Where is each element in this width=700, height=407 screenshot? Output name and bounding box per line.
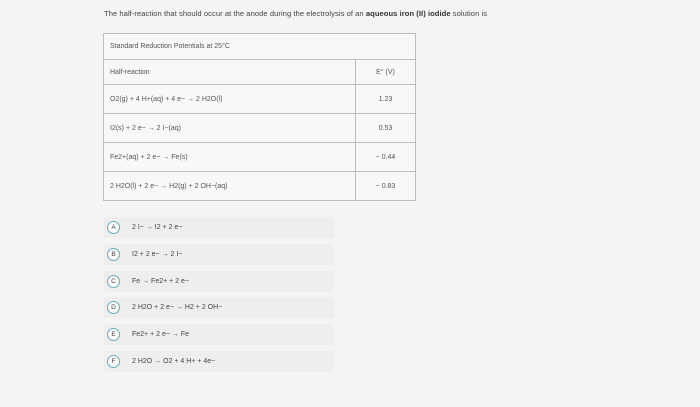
- choice-a-radio[interactable]: A: [107, 221, 120, 234]
- reduction-potentials-table: [103, 33, 416, 201]
- choice-d-radio[interactable]: D: [107, 301, 120, 314]
- choice-c[interactable]: [104, 271, 334, 292]
- choice-b[interactable]: [104, 244, 334, 265]
- question-bold-term: aqueous iron (II) iodide: [365, 9, 451, 18]
- half-reaction-cell: 2 H2O(l) + 2 e− → H2(g) + 2 OH−(aq): [104, 172, 356, 201]
- choice-b-radio[interactable]: B: [107, 248, 120, 261]
- header-half-reaction: Half-reaction: [104, 60, 356, 85]
- question-prefix: The half-reaction that should occur at the anode during the electrolysis of an: [104, 9, 366, 18]
- choice-c-radio[interactable]: C: [107, 275, 120, 288]
- choice-c-text: Fe → Fe2+ + 2 e−: [132, 277, 190, 285]
- answer-choices: [104, 217, 334, 378]
- question-text: [104, 9, 487, 18]
- table-header-row: [104, 60, 416, 85]
- choice-e-text: Fe2+ + 2 e− → Fe: [132, 331, 190, 339]
- potential-cell: 1.23: [356, 85, 416, 114]
- choice-e[interactable]: [104, 324, 334, 345]
- half-reaction-cell: O2(g) + 4 H+(aq) + 4 e− → 2 H2O(l): [104, 85, 356, 114]
- table-row: [104, 172, 416, 201]
- half-reaction-cell: Fe2+(aq) + 2 e− → Fe(s): [104, 143, 356, 172]
- choice-d-text: 2 H2O + 2 e− → H2 + 2 OH−: [132, 304, 223, 312]
- header-potential: E° (V): [356, 60, 416, 85]
- choice-f[interactable]: [104, 351, 334, 372]
- choice-b-text: I2 + 2 e− → 2 I−: [132, 250, 183, 258]
- choice-f-text: 2 H2O → O2 + 4 H+ + 4e−: [132, 357, 216, 365]
- table-row: [104, 114, 416, 143]
- question-suffix: solution is: [450, 9, 488, 18]
- potential-cell: − 0.83: [356, 172, 416, 201]
- potential-cell: − 0.44: [356, 143, 416, 172]
- choice-d[interactable]: [104, 297, 334, 318]
- choice-f-radio[interactable]: F: [107, 355, 120, 368]
- choice-e-radio[interactable]: E: [107, 328, 120, 341]
- half-reaction-cell: I2(s) + 2 e− → 2 I−(aq): [104, 114, 356, 143]
- choice-a-text: 2 I− → I2 + 2 e−: [132, 224, 183, 231]
- choice-a[interactable]: [104, 217, 334, 238]
- potential-cell: 0.53: [356, 114, 416, 143]
- table-title: Standard Reduction Potentials at 25°C: [104, 34, 416, 60]
- table-row: [104, 143, 416, 172]
- table-row: [104, 85, 416, 114]
